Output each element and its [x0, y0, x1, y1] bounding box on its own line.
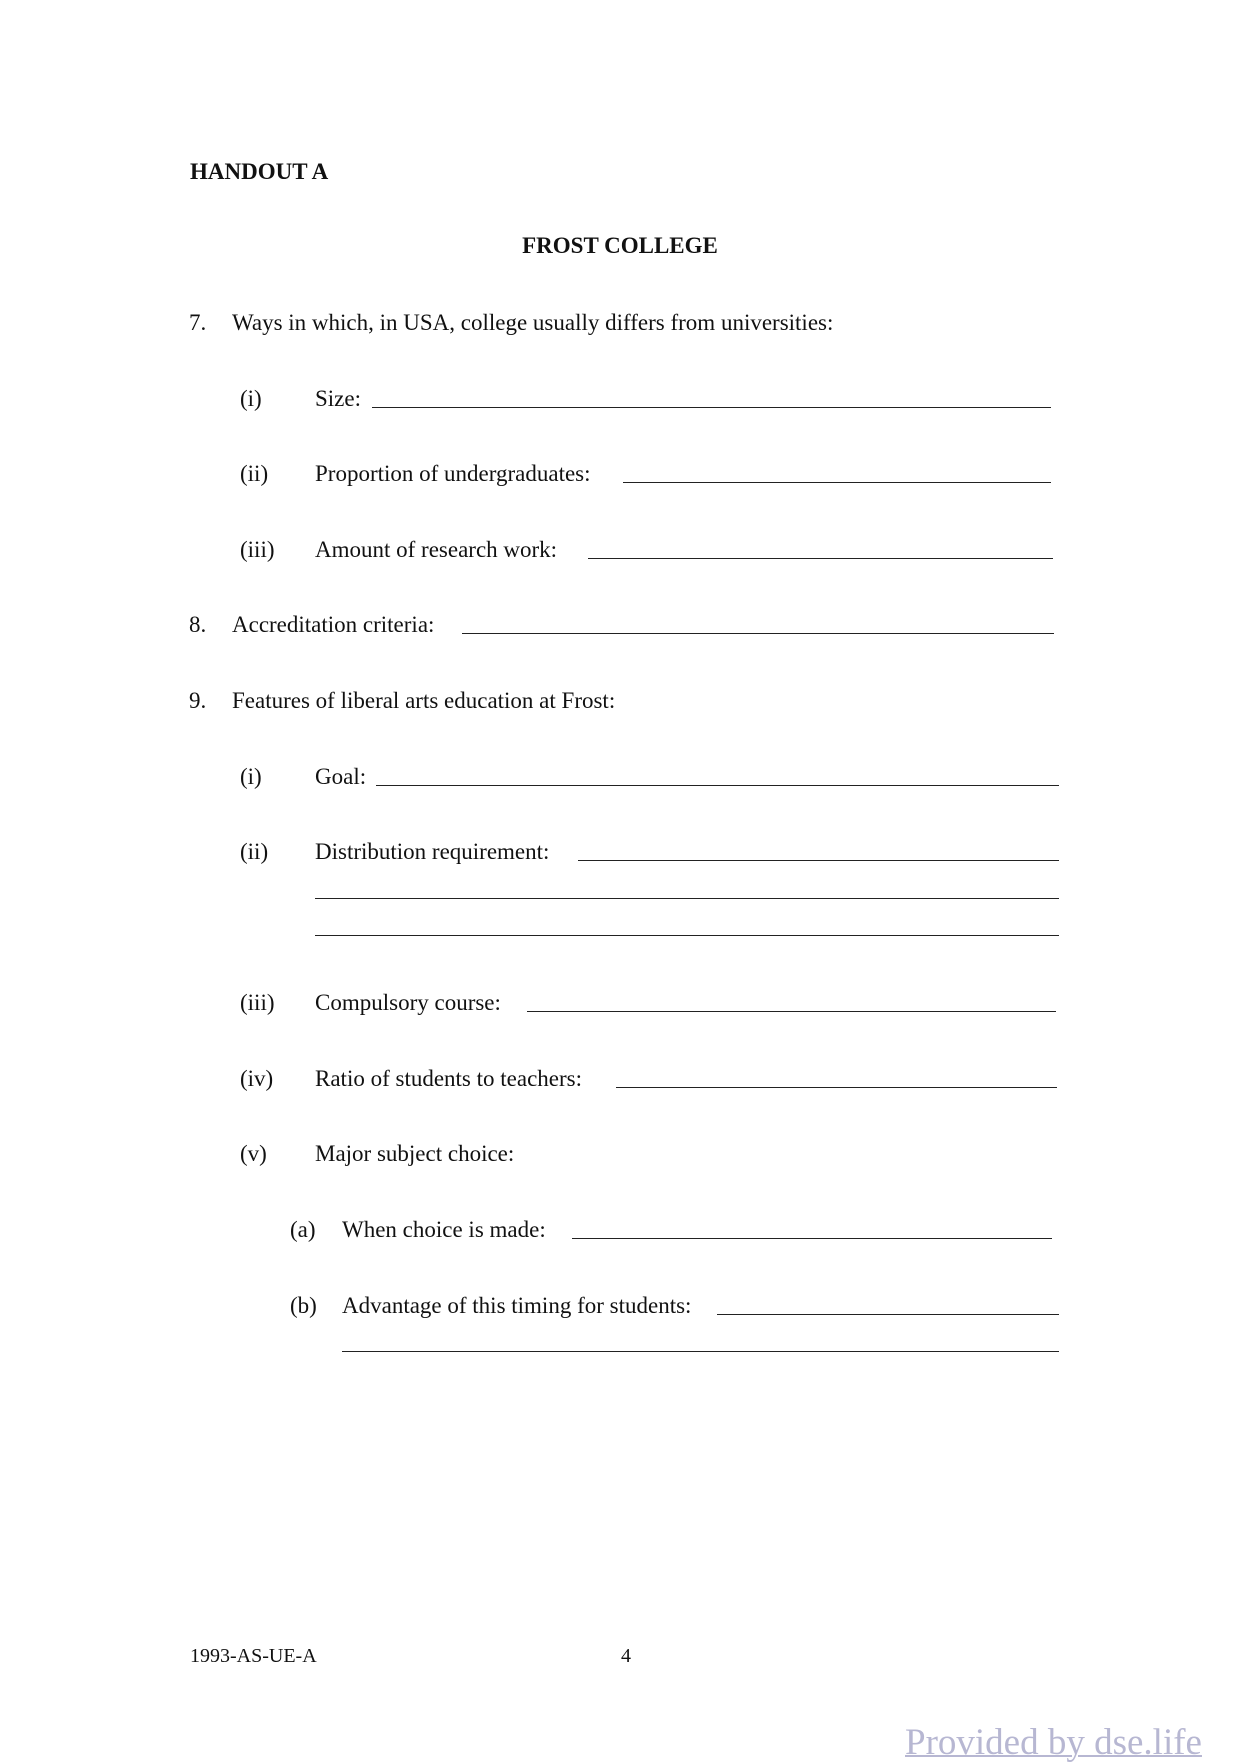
q9-goal-answer-line[interactable] [376, 785, 1059, 786]
q9-item-iii-number: (iii) [240, 990, 275, 1015]
question-8-number: 8. [189, 612, 207, 637]
q9-item-v-number: (v) [240, 1141, 267, 1166]
question-9-text: Features of liberal arts education at Frost: [232, 688, 616, 713]
q9-item-iv-label: Ratio of students to teachers: [315, 1066, 582, 1091]
q9-advantage-answer-line-2[interactable] [342, 1351, 1059, 1352]
q9-distribution-answer-line-2[interactable] [315, 898, 1059, 899]
question-7-text: Ways in which, in USA, college usually differs from universities: [232, 310, 834, 335]
q9-choice-timing-answer-line[interactable] [572, 1238, 1052, 1239]
q9-subitem-b-number: (b) [290, 1293, 317, 1318]
q7-item-ii-number: (ii) [240, 461, 269, 486]
q9-subitem-b-label: Advantage of this timing for students: [342, 1293, 692, 1318]
q9-item-i-label: Goal: [315, 764, 367, 789]
q9-subitem-a-label: When choice is made: [342, 1217, 546, 1242]
q9-item-v-label: Major subject choice: [315, 1141, 515, 1166]
q9-advantage-answer-line-1[interactable] [717, 1314, 1059, 1315]
q7-item-ii-label: Proportion of undergraduates: [315, 461, 591, 486]
q7-item-i-label: Size: [315, 386, 361, 411]
q9-ratio-answer-line[interactable] [616, 1087, 1057, 1088]
q9-subitem-a-number: (a) [290, 1217, 316, 1242]
q7-research-answer-line[interactable] [588, 558, 1053, 559]
q9-item-iii-label: Compulsory course: [315, 990, 501, 1015]
q7-item-i-number: (i) [240, 386, 262, 411]
q9-item-i-number: (i) [240, 764, 262, 789]
q9-distribution-answer-line-3[interactable] [315, 935, 1059, 936]
q9-item-iv-number: (iv) [240, 1066, 274, 1091]
q9-item-ii-number: (ii) [240, 839, 269, 864]
q9-compulsory-answer-line[interactable] [527, 1011, 1056, 1012]
exam-code: 1993-AS-UE-A [190, 1645, 317, 1667]
watermark-link[interactable]: Provided by dse.life [905, 1722, 1202, 1763]
q7-size-answer-line[interactable] [372, 407, 1051, 408]
handout-heading: HANDOUT A [190, 159, 329, 184]
page-title: FROST COLLEGE [522, 233, 718, 258]
q7-item-iii-label: Amount of research work: [315, 537, 558, 562]
q7-proportion-answer-line[interactable] [623, 482, 1051, 483]
q9-distribution-answer-line-1[interactable] [578, 860, 1059, 861]
question-9-number: 9. [189, 688, 207, 713]
q7-item-iii-number: (iii) [240, 537, 275, 562]
question-8-text: Accreditation criteria: [232, 612, 435, 637]
question-7-number: 7. [189, 310, 207, 335]
q9-item-ii-label: Distribution requirement: [315, 839, 550, 864]
q8-accreditation-answer-line[interactable] [462, 633, 1054, 634]
page-number: 4 [621, 1645, 631, 1667]
